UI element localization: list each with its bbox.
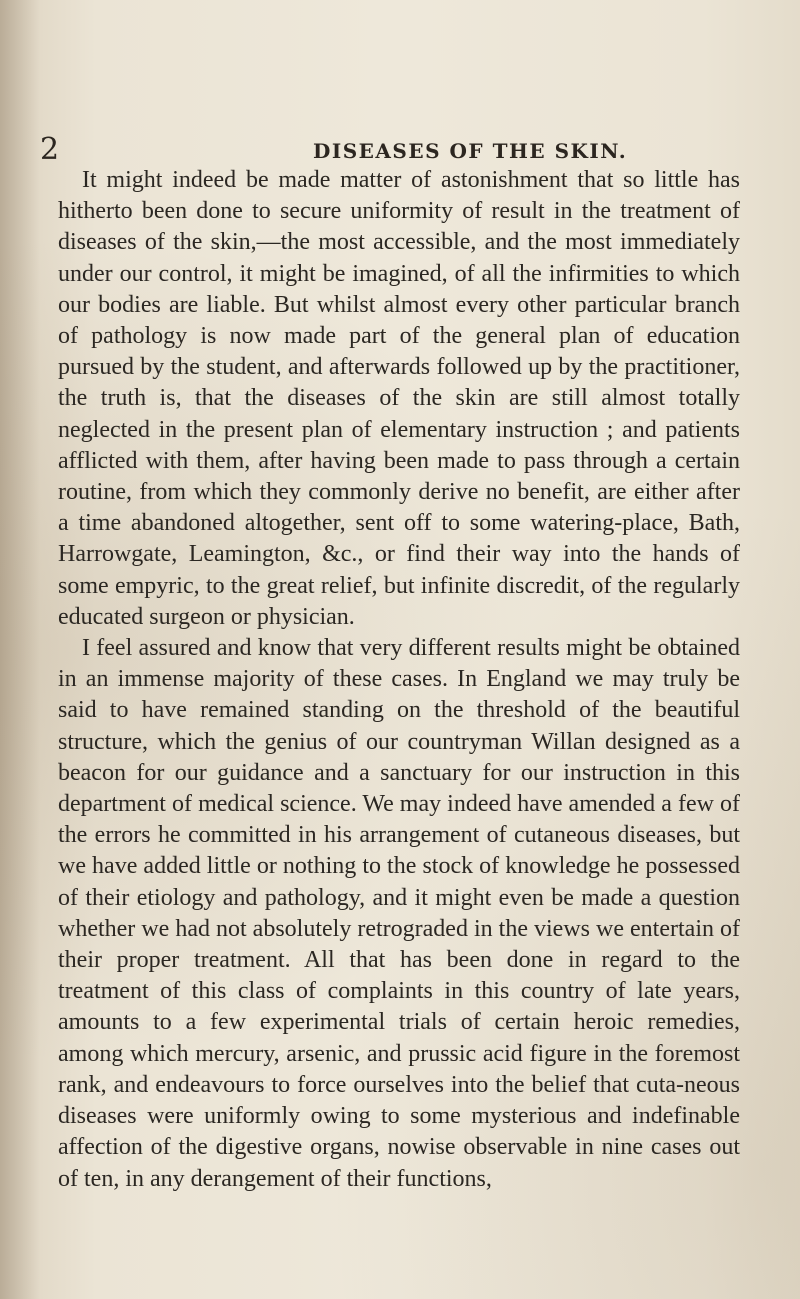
paragraph: It might indeed be made matter of astonishment that so little has hitherto been done to secure uniformity of result in the treatment of diseases of the skin,—the most accessible, and the most immediately under our control, it might be imagined, of all the infirmities to which our bodies are liable. But whilst almost every other particular branch of pathology is now made part of the general plan of education pursued by the student, and afterwards followed up by the practitioner, the truth is, that the diseases of the skin are still almost totally neglected in the present plan of elementary instruction ; and patients afflicted with them, after having been made to pass through a certain routine, from which they commonly derive no benefit, are either after a time abandoned altogether, sent off to some watering-place, Bath, Harrowgate, Leamington, &c., or find their way into the hands of some empyric, to the great relief, but infinite discredit, of the regularly educated surgeon or physician.	[58, 167, 740, 630]
paragraph: I feel assured and know that very different results might be obtained in an immense majority of these cases. In England we may truly be said to have remained standing on the threshold of the beautiful structure, which the genius of our countryman Willan designed as a beacon for our guidance and a sanctuary for our instruction in this department of medical science. We may indeed have amended a few of the errors he committed in his arrangement of cutaneous diseases, but we have added little or nothing to the stock of knowledge he possessed of their etiology and pathology, and it might even be made a question whether we had not absolutely retrograded in the views we entertain of their proper treatment. All that has been done in regard to the treatment of this class of complaints in this country of late years, amounts to a few experimental trials of certain heroic remedies, among which mercury, arsenic, and prussic acid figure in the foremost rank, and endeavours to force ourselves into the belief that cuta-neous diseases were uniformly owing to some mysterious and indefinable affection of the digestive organs, nowise observable in nine cases out of ten, in any derangement of their functions,	[58, 635, 740, 1192]
running-head: DISEASES OF THE SKIN.	[313, 139, 628, 163]
page-header	[40, 133, 740, 167]
body-text	[58, 165, 740, 1195]
binding-shadow	[0, 0, 40, 1299]
page-number: 2	[40, 132, 60, 167]
